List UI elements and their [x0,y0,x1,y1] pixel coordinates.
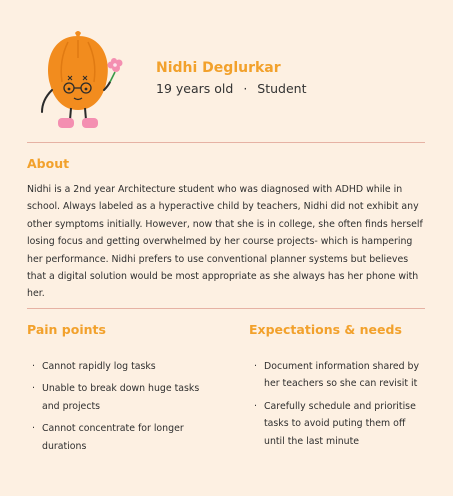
persona-age: 19 [156,81,172,96]
list-item-text: Unable to break down huge tasks and projects [42,383,200,412]
meta-separator: · [243,81,248,96]
avatar-icon [28,28,128,132]
about-title: About [27,156,70,171]
expectations-title: Expectations & needs [249,322,402,337]
persona-role: Student [257,81,307,96]
pain-points-title: Pain points [27,322,106,337]
persona-age-unit: years old [175,81,234,96]
list-item-text: Carefully schedule and prioritise tasks to avoid puting them off until the last minute [264,400,416,447]
list-item-text: Cannot concentrate for longer durations [42,423,184,452]
list-item [32,420,212,455]
expectations-list [254,358,429,455]
list-item [254,398,429,450]
bullet: · [254,361,257,372]
persona-meta [156,81,307,96]
list-item [32,358,212,375]
bullet: · [32,383,35,395]
divider-middle [27,308,425,309]
pain-points-list [32,358,212,460]
list-item [32,380,212,415]
bullet: · [254,400,257,412]
list-item [254,358,429,393]
persona-name: Nidhi Deglurkar [156,60,281,76]
list-item-text: Document information shared by her teachers so she can revisit it [264,361,420,390]
divider-top [27,142,425,143]
list-item-text: Cannot rapidly log tasks [42,361,156,372]
about-text: Nidhi is a 2nd year Architecture student who was diagnosed with ADHD while in school. Always labeled as a hyperactive child by teachers, Nidhi did not exhibit any other symptoms initially. However, now that she is in college, she often finds herself losing focus and getting overwhelmed by her course projects- which is hampering her performance. Nidhi prefers to use conventional planner systems but believes that a digital solution would be most appropriate as she always has her phone with her. [27,184,423,300]
bullet: · [32,423,35,435]
bullet: · [32,361,35,372]
